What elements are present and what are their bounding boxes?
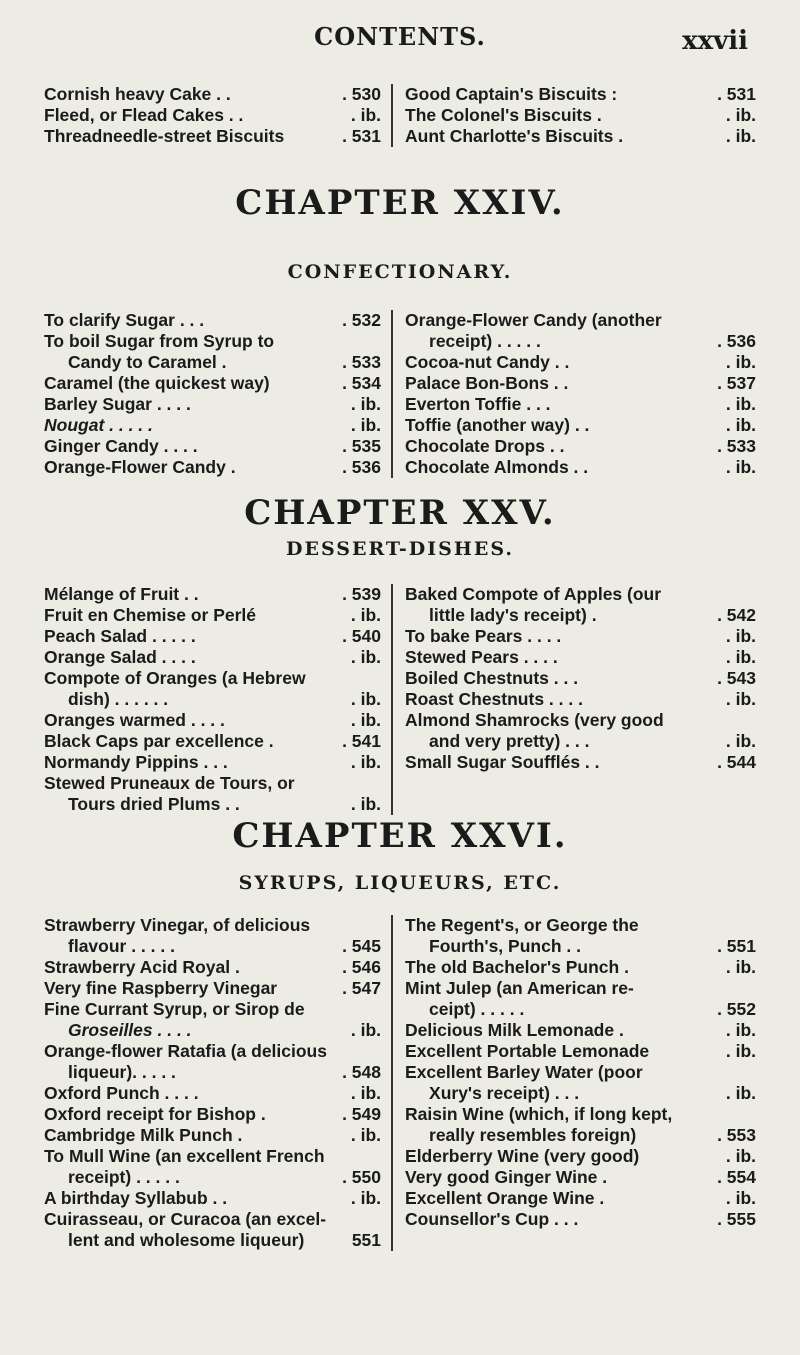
toc-entry	[44, 773, 381, 794]
toc-entry-title: Counsellor's Cup . . .	[405, 1209, 579, 1229]
toc-entry	[405, 584, 756, 605]
toc-entry	[405, 310, 756, 331]
toc-entry	[405, 1020, 756, 1041]
toc-entry	[405, 84, 756, 105]
running-head	[0, 18, 800, 58]
toc-entry-title: Very good Ginger Wine .	[405, 1167, 608, 1187]
toc-entry-title: To boil Sugar from Syrup to	[44, 331, 275, 351]
toc-entry-title: Orange-Flower Candy (another	[405, 310, 662, 330]
toc-entry-title: Cornish heavy Cake . .	[44, 84, 231, 104]
toc-entry-title: The old Bachelor's Punch .	[405, 957, 629, 977]
toc-entry	[405, 978, 756, 999]
toc-entry-title: receipt) . . . . .	[68, 1167, 180, 1187]
toc-entry	[405, 915, 756, 936]
toc-entry-page: . ib.	[725, 731, 756, 751]
toc-entry-title: and very pretty) . . .	[429, 731, 590, 751]
toc-entry-title: The Regent's, or George the	[405, 915, 639, 935]
toc-entry	[44, 1146, 381, 1167]
toc-entry	[405, 605, 756, 626]
toc-entry-title: Oranges warmed . . . .	[44, 710, 225, 730]
toc-entry-title: Cuirasseau, or Curacoa (an excel-	[44, 1209, 327, 1229]
toc-entry-page: . 551	[717, 936, 756, 956]
toc-entry-title: Palace Bon-Bons . .	[405, 373, 569, 393]
toc-entry-title: Everton Toffie . . .	[405, 394, 551, 414]
toc-entry-title: receipt) . . . . .	[429, 331, 541, 351]
toc-entry-title: Boiled Chestnuts . . .	[405, 668, 579, 688]
toc-entry-page: . 550	[342, 1167, 382, 1187]
toc-entry-page: . ib.	[725, 352, 756, 372]
toc-entry-title: Candy to Caramel .	[68, 352, 227, 372]
toc-entry	[44, 394, 381, 415]
toc-column-right	[393, 584, 756, 815]
toc-entry-page: . ib.	[725, 1083, 756, 1103]
toc-entry	[405, 352, 756, 373]
chapter-subtitle: CONFECTIONARY.	[287, 261, 513, 283]
toc-entry-title: lent and wholesome liqueur)	[68, 1230, 305, 1250]
toc-entry-page: . ib.	[725, 126, 756, 146]
toc-entry	[405, 1125, 756, 1146]
toc-entry-page: . ib.	[725, 647, 756, 667]
chapter-title: CHAPTER XXIV.	[235, 183, 565, 223]
toc-column-left	[44, 915, 393, 1251]
toc-entry-page: . 544	[717, 752, 756, 772]
toc-entry	[44, 689, 381, 710]
toc-entry-title: Excellent Portable Lemonade	[405, 1041, 650, 1061]
toc-entry	[405, 957, 756, 978]
toc-entry	[44, 457, 381, 478]
toc-entry-title: Nougat . . . . .	[44, 415, 153, 435]
toc-entry-page: . 532	[342, 310, 382, 330]
toc-entry-page: . 546	[342, 957, 382, 977]
chapter-title: CHAPTER XXVI.	[232, 816, 568, 856]
toc-entry-page: . ib.	[350, 1083, 382, 1103]
toc-entry-title: Roast Chestnuts . . . .	[405, 689, 583, 709]
toc-entry-title: Fruit en Chemise or Perlé	[44, 605, 257, 625]
toc-entry-title: flavour . . . . .	[68, 936, 175, 956]
toc-entry-page: . ib.	[725, 626, 756, 646]
toc-entry	[405, 1104, 756, 1125]
toc-entry-title: Baked Compote of Apples (our	[405, 584, 662, 604]
toc-entry-title: ceipt) . . . . .	[429, 999, 525, 1019]
toc-entry-title: Mint Julep (an American re-	[405, 978, 634, 998]
toc-entry-title: Delicious Milk Lemonade .	[405, 1020, 624, 1040]
chapter-xxiv-entries	[44, 310, 756, 478]
toc-entry	[405, 1146, 756, 1167]
toc-entry-title: Fourth's, Punch . .	[429, 936, 581, 956]
toc-continued-block	[44, 84, 756, 147]
toc-entry	[44, 915, 381, 936]
toc-entry-page: . ib.	[725, 689, 756, 709]
toc-entry-title: Chocolate Drops . .	[405, 436, 565, 456]
toc-entry-page: . ib.	[725, 1020, 756, 1040]
toc-entry	[405, 331, 756, 352]
toc-entry-title: The Colonel's Biscuits .	[405, 105, 602, 125]
toc-entry	[44, 1062, 381, 1083]
toc-entry	[44, 310, 381, 331]
toc-entry	[44, 936, 381, 957]
running-head-title: CONTENTS.	[314, 22, 486, 51]
toc-entry	[44, 1104, 381, 1125]
toc-entry-page: . ib.	[350, 752, 382, 772]
toc-entry-page: . ib.	[350, 394, 382, 414]
toc-entry-page: . ib.	[725, 105, 756, 125]
toc-entry	[405, 1083, 756, 1104]
toc-entry-page: . ib.	[350, 710, 382, 730]
toc-entry-page: 551	[351, 1230, 382, 1250]
toc-entry-title: To bake Pears . . . .	[405, 626, 562, 646]
toc-entry-title: Toffie (another way) . .	[405, 415, 590, 435]
toc-entry-page: . 548	[342, 1062, 382, 1082]
toc-entry-page: . 533	[342, 352, 382, 372]
toc-entry-page: . ib.	[350, 1125, 382, 1145]
toc-entry	[405, 731, 756, 752]
toc-entry	[405, 1209, 756, 1230]
toc-column-right	[393, 310, 756, 478]
toc-entry	[44, 1167, 381, 1188]
toc-entry	[44, 584, 381, 605]
toc-entry	[405, 1062, 756, 1083]
toc-entry	[405, 1041, 756, 1062]
toc-entry	[44, 84, 381, 105]
toc-entry-title: Fine Currant Syrup, or Sirop de	[44, 999, 305, 1019]
toc-entry-page: . 547	[342, 978, 382, 998]
toc-entry-title: Ginger Candy . . . .	[44, 436, 198, 456]
toc-entry-title: To Mull Wine (an excellent French	[44, 1146, 325, 1166]
toc-entry	[44, 105, 381, 126]
toc-entry-page: . ib.	[350, 689, 382, 709]
toc-entry-page: . 554	[717, 1167, 756, 1187]
toc-entry	[44, 668, 381, 689]
toc-entry-title: Elderberry Wine (very good)	[405, 1146, 640, 1166]
toc-entry-title: Very fine Raspberry Vinegar	[44, 978, 278, 998]
toc-entry	[405, 373, 756, 394]
toc-entry-page: . 545	[342, 936, 382, 956]
toc-column-right	[393, 84, 756, 147]
toc-entry-title: Excellent Barley Water (poor	[405, 1062, 643, 1082]
toc-entry-page: . ib.	[725, 1146, 756, 1166]
toc-entry	[405, 936, 756, 957]
toc-entry-title: A birthday Syllabub . .	[44, 1188, 228, 1208]
toc-entry	[44, 1209, 381, 1230]
toc-entry	[44, 126, 381, 147]
toc-entry	[44, 436, 381, 457]
toc-entry-page: . 535	[342, 436, 382, 456]
toc-entry-page: . 543	[717, 668, 756, 688]
toc-entry-title: Groseilles . . . .	[68, 1020, 192, 1040]
toc-entry	[44, 957, 381, 978]
toc-entry-title: Fleed, or Flead Cakes . .	[44, 105, 244, 125]
toc-entry-title: Chocolate Almonds . .	[405, 457, 589, 477]
toc-entry-title: Oxford receipt for Bishop .	[44, 1104, 266, 1124]
toc-entry	[44, 1188, 381, 1209]
toc-entry-page: . 531	[717, 84, 756, 104]
toc-entry-page: . 553	[717, 1125, 756, 1145]
toc-entry	[405, 647, 756, 668]
toc-entry-page: . 533	[717, 436, 756, 456]
toc-entry-title: Mélange of Fruit . .	[44, 584, 199, 604]
toc-entry-title: Strawberry Acid Royal .	[44, 957, 240, 977]
toc-entry-page: . ib.	[350, 605, 382, 625]
toc-entry-title: Aunt Charlotte's Biscuits .	[405, 126, 624, 146]
toc-entry	[44, 605, 381, 626]
toc-entry	[44, 352, 381, 373]
toc-entry-page: . 531	[342, 126, 382, 146]
toc-entry-page: . ib.	[725, 1041, 756, 1061]
toc-entry-title: Raisin Wine (which, if long kept,	[405, 1104, 673, 1124]
toc-entry-title: Orange-Flower Candy .	[44, 457, 236, 477]
toc-entry-page: . 534	[342, 373, 382, 393]
toc-entry-title: liqueur). . . . .	[68, 1062, 176, 1082]
toc-entry	[405, 710, 756, 731]
toc-entry-page: . 542	[717, 605, 756, 625]
toc-entry-title: Excellent Orange Wine .	[405, 1188, 605, 1208]
toc-entry	[44, 794, 381, 815]
toc-entry-title: Stewed Pears . . . .	[405, 647, 558, 667]
toc-entry-page: . ib.	[725, 394, 756, 414]
toc-entry-title: Stewed Pruneaux de Tours, or	[44, 773, 295, 793]
toc-column-left	[44, 310, 393, 478]
toc-entry	[405, 126, 756, 147]
toc-entry-title: Barley Sugar . . . .	[44, 394, 191, 414]
chapter-subtitle: SYRUPS, LIQUEURS, ETC.	[238, 872, 562, 894]
toc-entry-page: . ib.	[725, 415, 756, 435]
toc-entry-page: . ib.	[350, 105, 382, 125]
toc-entry-page: . ib.	[350, 1188, 382, 1208]
toc-entry-title: Threadneedle-street Biscuits	[44, 126, 285, 146]
toc-entry-page: . ib.	[350, 794, 382, 814]
toc-entry	[44, 626, 381, 647]
toc-entry	[405, 668, 756, 689]
toc-entry-title: Small Sugar Soufflés . .	[405, 752, 600, 772]
toc-entry	[44, 1083, 381, 1104]
toc-entry-page: . 552	[717, 999, 756, 1019]
toc-entry-title: Peach Salad . . . . .	[44, 626, 196, 646]
toc-entry	[405, 626, 756, 647]
toc-entry	[44, 752, 381, 773]
toc-entry	[44, 1230, 381, 1251]
toc-entry	[405, 1167, 756, 1188]
toc-entry	[44, 1020, 381, 1041]
toc-entry-page: . ib.	[350, 647, 382, 667]
toc-entry-title: Strawberry Vinegar, of delicious	[44, 915, 311, 935]
toc-entry	[405, 105, 756, 126]
toc-entry	[44, 731, 381, 752]
toc-entry	[44, 710, 381, 731]
toc-column-left	[44, 584, 393, 815]
toc-entry-page: . 536	[717, 331, 756, 351]
toc-column-right	[393, 915, 756, 1251]
toc-entry-title: Oxford Punch . . . .	[44, 1083, 199, 1103]
toc-entry	[405, 436, 756, 457]
toc-entry-title: Orange-flower Ratafia (a delicious	[44, 1041, 327, 1061]
toc-entry-page: . ib.	[350, 415, 382, 435]
toc-entry	[44, 415, 381, 436]
toc-entry-title: Cocoa-nut Candy . .	[405, 352, 570, 372]
toc-entry-title: Black Caps par excellence .	[44, 731, 274, 751]
toc-entry	[405, 689, 756, 710]
toc-entry-title: Compote of Oranges (a Hebrew	[44, 668, 306, 688]
toc-entry-title: little lady's receipt) .	[429, 605, 597, 625]
toc-entry-page: . 541	[342, 731, 382, 751]
toc-entry-page: . 549	[342, 1104, 382, 1124]
chapter-xxv-entries	[44, 584, 756, 815]
chapter-subtitle: DESSERT-DISHES.	[286, 538, 514, 560]
toc-entry-title: really resembles foreign)	[429, 1125, 637, 1145]
chapter-title: CHAPTER XXV.	[244, 493, 556, 533]
toc-entry-title: To clarify Sugar . . .	[44, 310, 205, 330]
toc-entry-title: Tours dried Plums . .	[68, 794, 240, 814]
toc-entry	[44, 1125, 381, 1146]
toc-entry	[44, 999, 381, 1020]
toc-entry-page: . 530	[342, 84, 382, 104]
toc-entry-title: Cambridge Milk Punch .	[44, 1125, 243, 1145]
toc-entry-page: . 536	[342, 457, 382, 477]
toc-entry	[44, 1041, 381, 1062]
toc-column-left	[44, 84, 393, 147]
toc-entry-title: Xury's receipt) . . .	[429, 1083, 580, 1103]
toc-entry	[405, 415, 756, 436]
toc-entry	[405, 1188, 756, 1209]
toc-entry-page: . 555	[717, 1209, 756, 1229]
toc-entry	[44, 647, 381, 668]
toc-entry-title: Normandy Pippins . . .	[44, 752, 228, 772]
toc-entry-page: . 540	[342, 626, 382, 646]
toc-entry-page: . ib.	[350, 1020, 382, 1040]
toc-entry-page: . 537	[717, 373, 756, 393]
toc-entry	[44, 331, 381, 352]
page-number: xxvii	[682, 26, 748, 56]
toc-entry-page: . 539	[342, 584, 382, 604]
toc-entry-page: . ib.	[725, 457, 756, 477]
toc-entry	[44, 978, 381, 999]
toc-entry-title: dish) . . . . . .	[68, 689, 169, 709]
toc-entry	[405, 752, 756, 773]
toc-entry	[405, 394, 756, 415]
toc-entry-title: Orange Salad . . . .	[44, 647, 196, 667]
toc-entry-page: . ib.	[725, 957, 756, 977]
chapter-xxvi-entries	[44, 915, 756, 1251]
toc-entry	[44, 373, 381, 394]
toc-entry	[405, 999, 756, 1020]
toc-entry	[405, 457, 756, 478]
toc-entry-title: Caramel (the quickest way)	[44, 373, 270, 393]
toc-entry-title: Good Captain's Biscuits :	[405, 84, 618, 104]
toc-entry-title: Almond Shamrocks (very good	[405, 710, 664, 730]
toc-entry-page: . ib.	[725, 1188, 756, 1208]
